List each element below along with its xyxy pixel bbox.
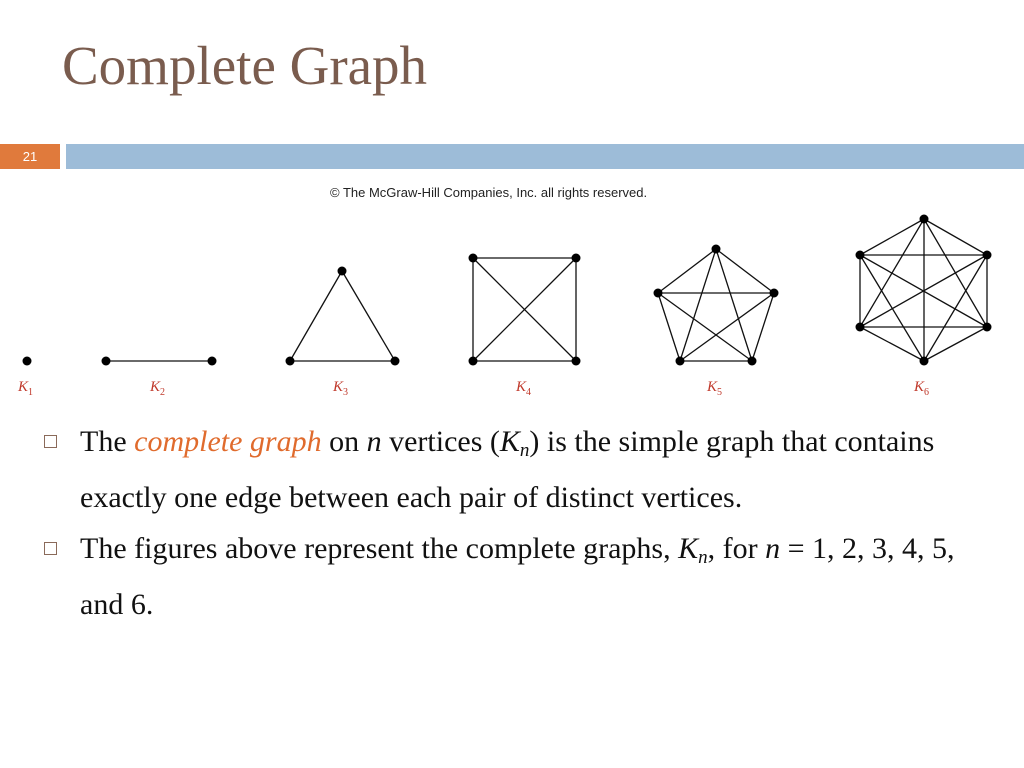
graph-vertex — [983, 251, 992, 260]
graph-edge — [924, 219, 987, 255]
bullet-square-icon — [44, 542, 57, 555]
bullet-text: vertices ( — [381, 425, 500, 458]
complete-graphs-figure — [0, 205, 1024, 405]
term-complete-graph: complete graph — [134, 425, 322, 458]
graph-vertex — [770, 289, 779, 298]
graph-label-k5: $K_5$ — [707, 379, 723, 398]
bullet-text: = 1, 2, 3, 4, 5, and 6. — [80, 532, 955, 621]
bullet-text: on — [321, 425, 367, 458]
graph-vertex — [102, 357, 111, 366]
bullet-text: The — [80, 425, 135, 458]
bullet-square-icon — [44, 435, 57, 448]
graph-edge — [658, 249, 716, 293]
graph-vertex — [572, 357, 581, 366]
slide-title: Complete Graph — [62, 35, 428, 96]
graph-edge — [716, 249, 774, 293]
copyright-notice: © The McGraw-Hill Companies, Inc. all rights reserved. — [330, 185, 648, 200]
graph-vertex — [654, 289, 663, 298]
graph-vertices — [23, 215, 992, 366]
bullet-text: , for — [707, 532, 766, 565]
graph-vertex — [23, 357, 32, 366]
graph-edge — [680, 249, 716, 361]
var-n: n — [765, 532, 781, 565]
bullet-figures — [44, 525, 994, 628]
subscript-n: n — [698, 547, 708, 568]
graph-vertex — [920, 357, 929, 366]
graph-vertex — [208, 357, 217, 366]
graph-labels — [17, 379, 929, 398]
graph-label-k1: $K_1$ — [18, 379, 34, 398]
graph-vertex — [469, 254, 478, 263]
graph-label-k6: $K_6$ — [914, 379, 930, 398]
graph-vertex — [748, 357, 757, 366]
graph-edge — [658, 293, 752, 361]
bullet-text: The figures above represent the complete graphs, — [80, 532, 679, 565]
graph-edge — [860, 219, 924, 255]
graph-edge — [658, 293, 680, 361]
graph-edges — [106, 219, 987, 361]
graph-vertex — [920, 215, 929, 224]
graph-vertex — [469, 357, 478, 366]
graph-vertex — [338, 267, 347, 276]
graph-edge — [752, 293, 774, 361]
graph-edge — [342, 271, 395, 361]
graph-edge — [924, 255, 987, 361]
bullet-list — [44, 418, 994, 632]
var-K: K — [499, 425, 520, 458]
graph-vertex — [856, 251, 865, 260]
graph-edge — [860, 255, 924, 361]
bullet-definition — [44, 418, 994, 521]
graph-vertex — [676, 357, 685, 366]
graph-label-k2: $K_2$ — [150, 379, 166, 398]
graph-edge — [716, 249, 752, 361]
graph-vertex — [712, 245, 721, 254]
var-n: n — [366, 425, 382, 458]
header-bar — [66, 144, 1024, 169]
var-K: K — [678, 532, 699, 565]
graph-edge — [290, 271, 342, 361]
bullet-text: ) is the simple graph that contains exactly one edge between each pair of distinct vertices. — [80, 425, 935, 514]
graph-label-k4: $K_4$ — [516, 379, 532, 398]
graph-vertex — [983, 323, 992, 332]
graph-vertex — [391, 357, 400, 366]
graph-label-k3: $K_3$ — [333, 379, 349, 398]
slide-number: 21 — [0, 144, 60, 169]
graph-vertex — [856, 323, 865, 332]
subscript-n: n — [519, 440, 530, 461]
graph-vertex — [572, 254, 581, 263]
graph-edge — [680, 293, 774, 361]
graph-vertex — [286, 357, 295, 366]
